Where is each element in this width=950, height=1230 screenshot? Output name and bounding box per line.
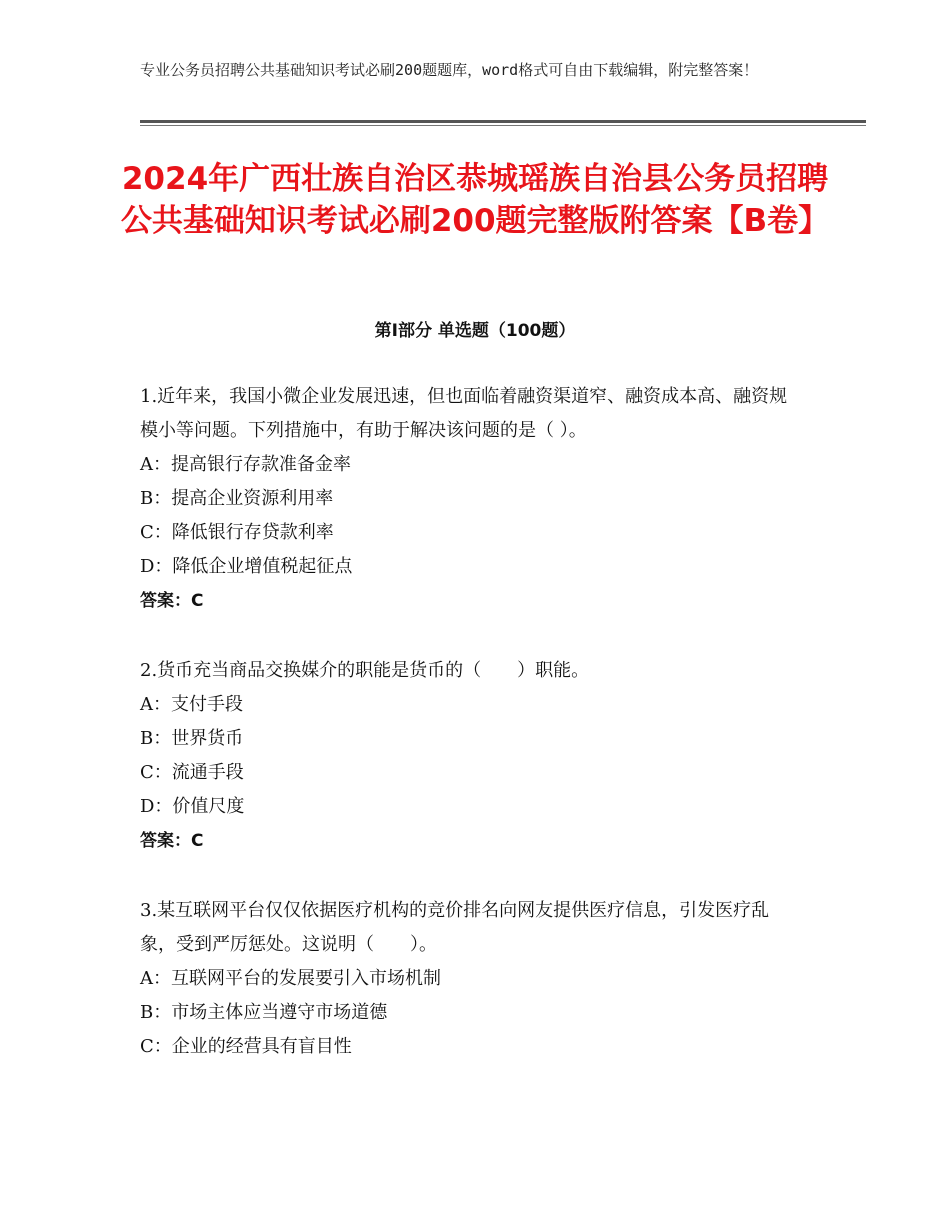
option-d: D：降低企业增值税起征点 bbox=[140, 556, 353, 577]
option-d: D：价值尺度 bbox=[140, 796, 245, 817]
question-stem: 3.某互联网平台仅仅依据医疗机构的竞价排名向网友提供医疗信息，引发医疗乱象，受到严厉惩处。这说明（ ）。 bbox=[140, 900, 770, 955]
option-c: C：降低银行存贷款利率 bbox=[140, 522, 334, 543]
question-list bbox=[140, 380, 805, 1064]
header-note: 专业公务员招聘公共基础知识考试必刷200题题库，word格式可自由下载编辑，附完整答案！ bbox=[140, 61, 759, 79]
option-a: A：提高银行存款准备金率 bbox=[140, 454, 351, 475]
question-stem: 1.近年来，我国小微企业发展迅速，但也面临着融资渠道窄、融资成本高、融资规模小等问题。下列措施中，有助于解决该问题的是（ ）。 bbox=[140, 386, 788, 441]
option-a: A：互联网平台的发展要引入市场机制 bbox=[140, 968, 441, 989]
question-stem: 2.货币充当商品交换媒介的职能是货币的（ ）职能。 bbox=[140, 660, 590, 681]
answer: 答案：C bbox=[140, 591, 204, 611]
option-c: C：企业的经营具有盲目性 bbox=[140, 1036, 352, 1057]
answer: 答案：C bbox=[140, 831, 204, 851]
option-a: A：支付手段 bbox=[140, 694, 243, 715]
option-c: C：流通手段 bbox=[140, 762, 244, 783]
header-divider-thin bbox=[140, 125, 866, 126]
document-title: 2024年广西壮族自治区恭城瑶族自治县公务员招聘公共基础知识考试必刷200题完整版附答案【B卷】 bbox=[120, 161, 830, 239]
question-3 bbox=[140, 894, 805, 1064]
question-spacer bbox=[140, 858, 805, 894]
section-title: 第Ⅰ部分 单选题（100题） bbox=[374, 321, 576, 341]
option-b: B：提高企业资源利用率 bbox=[140, 488, 334, 509]
question-2 bbox=[140, 654, 805, 858]
option-b: B：世界货币 bbox=[140, 728, 244, 749]
question-spacer bbox=[140, 618, 805, 654]
header-divider-thick bbox=[140, 120, 866, 123]
question-1 bbox=[140, 380, 805, 618]
option-b: B：市场主体应当遵守市场道德 bbox=[140, 1002, 388, 1023]
